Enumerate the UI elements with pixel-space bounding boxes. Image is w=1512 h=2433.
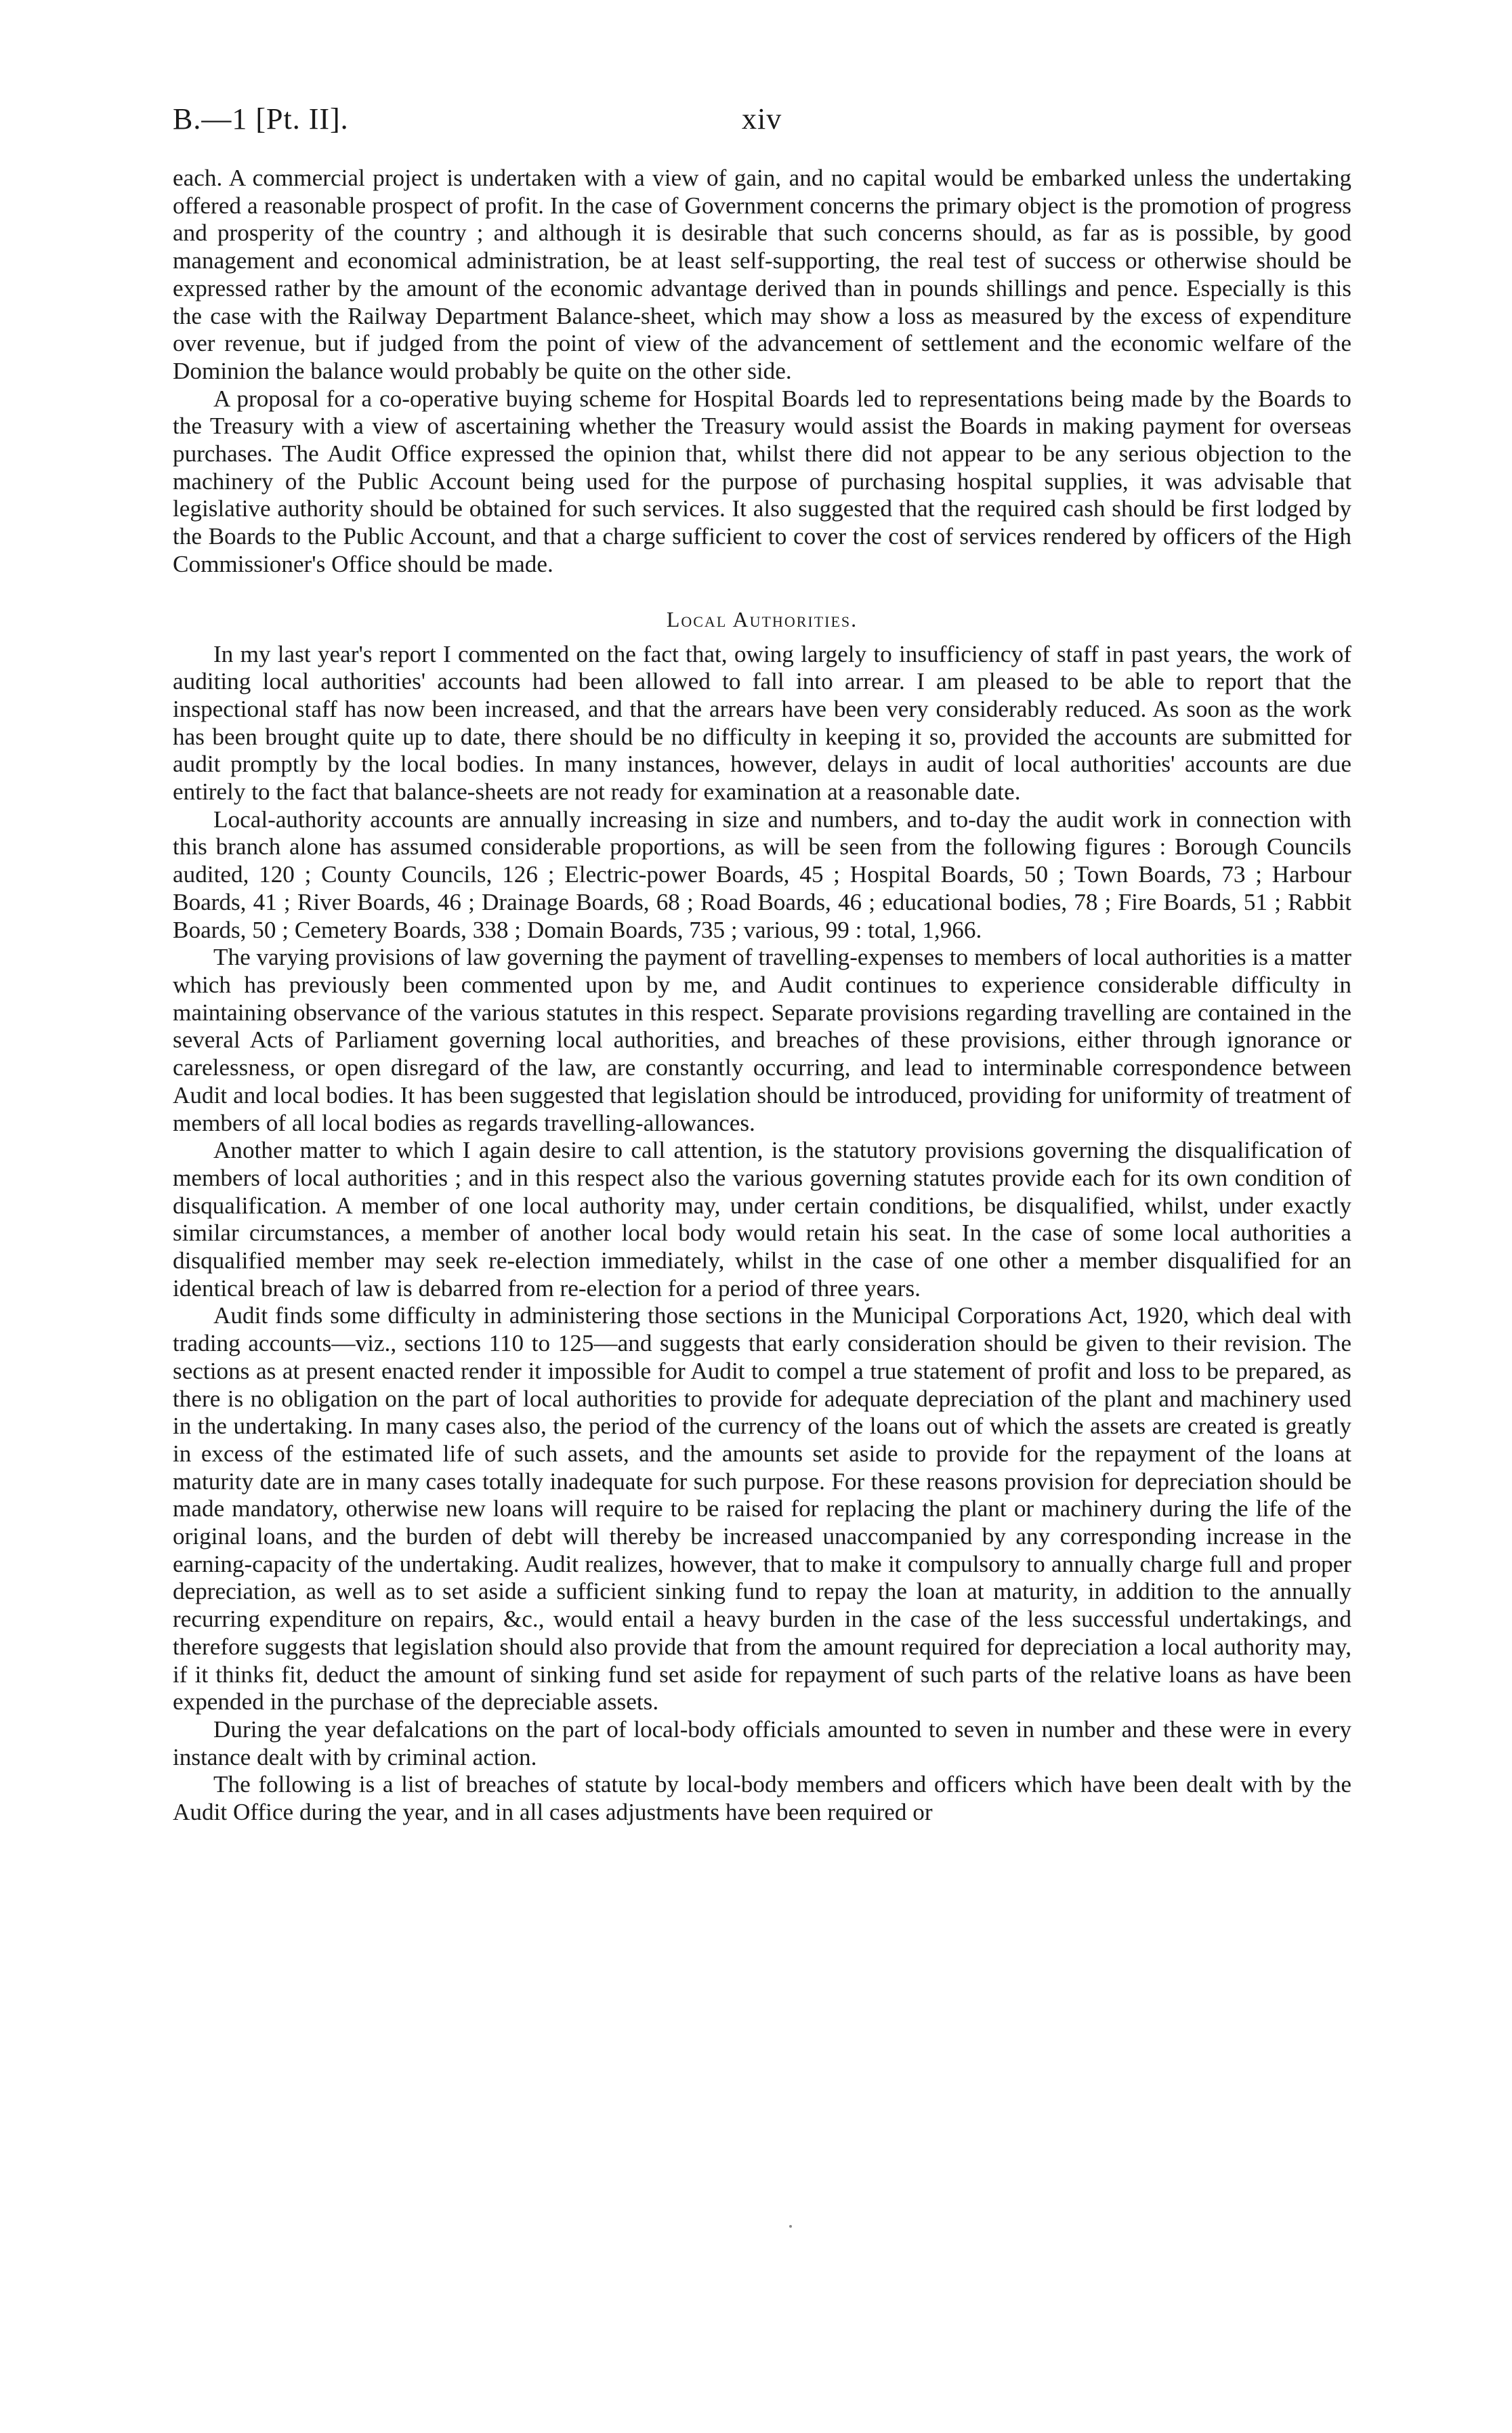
paragraph-breaches-list-intro: The following is a list of breaches of statute by local-body members and officers which have been dealt with by the Audit Office during the year, and in all cases adjustments have been required or (173, 1771, 1351, 1826)
paragraph-disqualification: Another matter to which I again desire to call attention, is the statutory provisions governing the disqualification of members of local authorities ; and in this respect also the various governing statutes provide each for its own condition of disqualification. A member of one local authority may, under certain conditions, be disqualified, whilst, under exactly similar circumstances, a member of another local body would retain his seat. In the case of some local authorities a disqualified member may seek re-election immediately, whilst in the case of one other a member disqualified for an identical breach of law is debarred from re-election for a period of three years. (173, 1137, 1351, 1302)
paragraph-audit-arrears: In my last year's report I commented on the fact that, owing largely to insufficiency of staff in past years, the work of auditing local authorities' accounts had been allowed to fall into arrear. I am pleased to be able to report that the inspectional staff has now been increased, and that the arrears have been very considerably reduced. As soon as the work has been brought quite up to date, there should be no difficulty in keeping it so, provided the accounts are submitted for audit promptly by the local bodies. In many instances, however, delays in audit of local authorities' accounts are due entirely to the fact that balance-sheets are not ready for examination at a reasonable date. (173, 640, 1351, 806)
scan-speck (789, 2225, 792, 2228)
page-header (173, 102, 1358, 142)
page-number: xiv (742, 102, 782, 136)
paragraph-travelling-expenses: The varying provisions of law governing the payment of travelling-expenses to members of local authorities is a matter which has previously been commented upon by me, and Audit continues to experience considerable difficulty in maintaining observance of the various statutes in this respect. Separate provisions regarding travelling are contained in the several Acts of Parliament governing local authorities, and breaches of these provisions, either through ignorance or carelessness, or open disregard of the law, are constantly occurring, and lead to interminable correspondence between Audit and local bodies. It has been suggested that legislation should be introduced, providing for uniformity of treatment of members of all local bodies as regards travelling-allowances. (173, 944, 1351, 1136)
section-heading-local-authorities: Local Authorities. (666, 606, 858, 631)
paragraph-trading-accounts: Audit finds some difficulty in administering those sections in the Municipal Corporations Act, 1920, which deal with trading accounts—viz., sections 110 to 125—and suggests that early consideration should be given to their revision. The sections as at present enacted render it impossible for Audit to compel a true statement of profit and loss to be prepared, as there is no obligation on the part of local authorities to provide for adequate depreciation of the plant and machinery used in the undertaking. In many cases also, the period of the currency of the loans out of which the assets are created is greatly in excess of the estimated life of such assets, and the amounts set aside to provide for the repayment of the loans at maturity date are in many cases totally inadequate for such purpose. For these reasons provision for depreciation should be made mandatory, otherwise new loans will require to be raised for replacing the plant or machinery during the life of the original loans, and the burden of debt will thereby be increased unaccompanied by any corresponding increase in the earning-capacity of the undertaking. Audit realizes, however, that to make it compulsory to annually charge full and proper depreciation, as well as to set aside a sufficient sinking fund to repay the loan at maturity, in addition to the annually recurring expenditure on repairs, &c., would entail a heavy burden in the case of the less successful undertakings, and therefore suggests that legislation should also provide that from the amount required for depreciation a local authority may, if it thinks fit, deduct the amount of sinking fund set aside for repayment of such parts of the relative loans as have been expended in the purchase of the depreciable assets. (173, 1302, 1351, 1715)
paragraph-hospital-boards: A proposal for a co-operative buying scheme for Hospital Boards led to representations being made by the Boards to the Treasury with a view of ascertaining whether the Treasury would assist the Boards in making payment for overseas purchases. The Audit Office expressed the opinion that, whilst there did not appear to be any serious objection to the machinery of the Public Account being used for the purpose of purchasing hospital supplies, it was advisable that legislative authority should be obtained for such services. It also suggested that the required cash should be first lodged by the Boards to the Public Account, and that a charge sufficient to cover the cost of services rendered by officers of the High Commissioner's Office should be made. (173, 385, 1351, 577)
body-text (173, 165, 1351, 1827)
paragraph-defalcations: During the year defalcations on the part of local-body officials amounted to seven in number and these were in every instance dealt with by criminal action. (173, 1715, 1351, 1770)
paragraph-audit-figures: Local-authority accounts are annually increasing in size and numbers, and to-day the audit work in connection with this branch alone has assumed considerable proportions, as will be seen from the following figures : Borough Councils audited, 120 ; County Councils, 126 ; Electric-power Boards, 45 ; Hospital Boards, 50 ; Town Boards, 73 ; Harbour Boards, 41 ; River Boards, 46 ; Drainage Boards, 68 ; Road Boards, 46 ; educational bodies, 78 ; Fire Boards, 51 ; Rabbit Boards, 50 ; Cemetery Boards, 338 ; Domain Boards, 735 ; various, 99 : total, 1,966. (173, 806, 1351, 943)
report-reference: B.—1 [Pt. II]. (173, 102, 349, 136)
paragraph-continuation: each. A commercial project is undertaken with a view of gain, and no capital would be embarked unless the undertaking offered a reasonable prospect of profit. In the case of Government concerns the primary object is the promotion of progress and prosperity of the country ; and although it is desirable that such concerns should, as far as is possible, by good management and economical administration, be at least self-supporting, the real test of success or otherwise should be expressed rather by the amount of the economic advantage derived than in pounds shillings and pence. Especially is this the case with the Railway Department Balance-sheet, which may show a loss as measured by the excess of expenditure over revenue, but if judged from the point of view of the advancement of settlement and the economic welfare of the Dominion the balance would probably be quite on the other side. (173, 165, 1351, 384)
